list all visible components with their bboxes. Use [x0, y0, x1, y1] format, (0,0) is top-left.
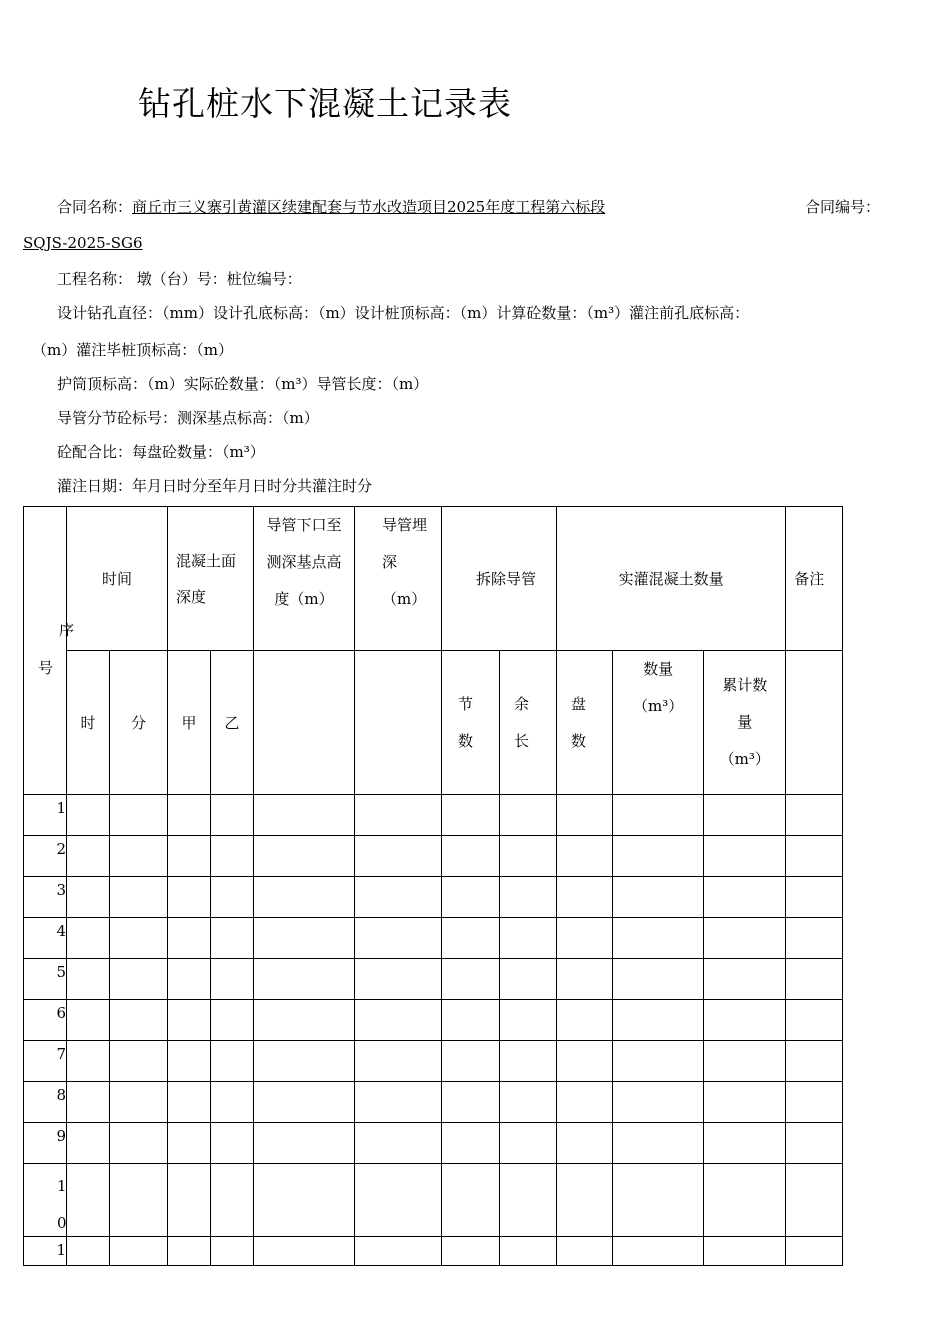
contract-no-label: 合同编号：: [805, 198, 881, 216]
header-a: 甲: [168, 651, 211, 795]
header-seq-a: 序: [59, 621, 75, 639]
header-embed: 导管埋深（m）: [355, 507, 442, 651]
date-line: 灌注日期：年月日时分至年月日时分共灌注时分: [57, 477, 373, 495]
row-number-cell: [24, 1164, 67, 1237]
page-title: 钻孔桩水下混凝土记录表: [138, 84, 512, 123]
header-actual: 实灌混凝土数量: [557, 507, 786, 651]
row-number: 5: [24, 959, 67, 1000]
contract-no-value: SQJS-2025-SG6: [23, 234, 143, 252]
row-number: 9: [24, 1123, 67, 1164]
header-remain: 余长: [500, 651, 557, 795]
design-line-2: （m）灌注毕桩顶标高：（m）: [32, 341, 233, 359]
header-qty: 数量（m³）: [613, 651, 704, 795]
header-remove: 拆除导管: [442, 507, 557, 651]
casing-line: 护筒顶标高：（m）实际砼数量：（m³）导管长度：（m）: [57, 375, 429, 393]
header-seq-b: 号: [38, 659, 54, 677]
header-b: 乙: [211, 651, 254, 795]
header-depth: 混凝土面深度: [168, 507, 254, 651]
row-number: 3: [24, 877, 67, 918]
row-number: 10: [57, 1177, 67, 1232]
project-line: 工程名称： 墩（台）号：桩位编号：: [57, 270, 302, 288]
row-number: 1: [24, 1237, 67, 1266]
header-blank-2: [355, 651, 442, 795]
header-hour: 时: [67, 651, 110, 795]
design-line-1: 设计钻孔直径：（mm）设计孔底标高：（m）设计桩顶标高：（m）计算砼数量：（m³）灌注前孔底标高：: [57, 304, 750, 322]
header-cum: 累计数量（m³）: [704, 651, 786, 795]
pipe-line: 导管分节砼标号：测深基点标高：（m）: [57, 409, 319, 427]
row-number: 4: [24, 918, 67, 959]
header-remark: 备注: [786, 507, 843, 651]
contract-name-line: [57, 196, 605, 217]
record-table: [23, 506, 843, 1266]
row-number: 8: [24, 1082, 67, 1123]
header-blank-3: [786, 651, 843, 795]
header-minute: 分: [110, 651, 168, 795]
row-number: 6: [24, 1000, 67, 1041]
mix-line: 砼配合比：每盘砼数量：（m³）: [57, 443, 265, 461]
header-batches: 盘数: [557, 651, 613, 795]
header-pipe-bottom: 导管下口至测深基点高度（m）: [254, 507, 355, 651]
row-number: 1: [24, 795, 67, 836]
row-number: 7: [24, 1041, 67, 1082]
header-sections: 节数: [442, 651, 500, 795]
header-blank-1: [254, 651, 355, 795]
header-seq: [24, 507, 75, 795]
row-number: 2: [24, 836, 67, 877]
contract-name-label: 合同名称：: [57, 198, 133, 216]
header-time: 时间: [67, 507, 168, 651]
contract-name-value: 商丘市三义寨引黄灌区续建配套与节水改造项目2025年度工程第六标段: [132, 198, 606, 216]
